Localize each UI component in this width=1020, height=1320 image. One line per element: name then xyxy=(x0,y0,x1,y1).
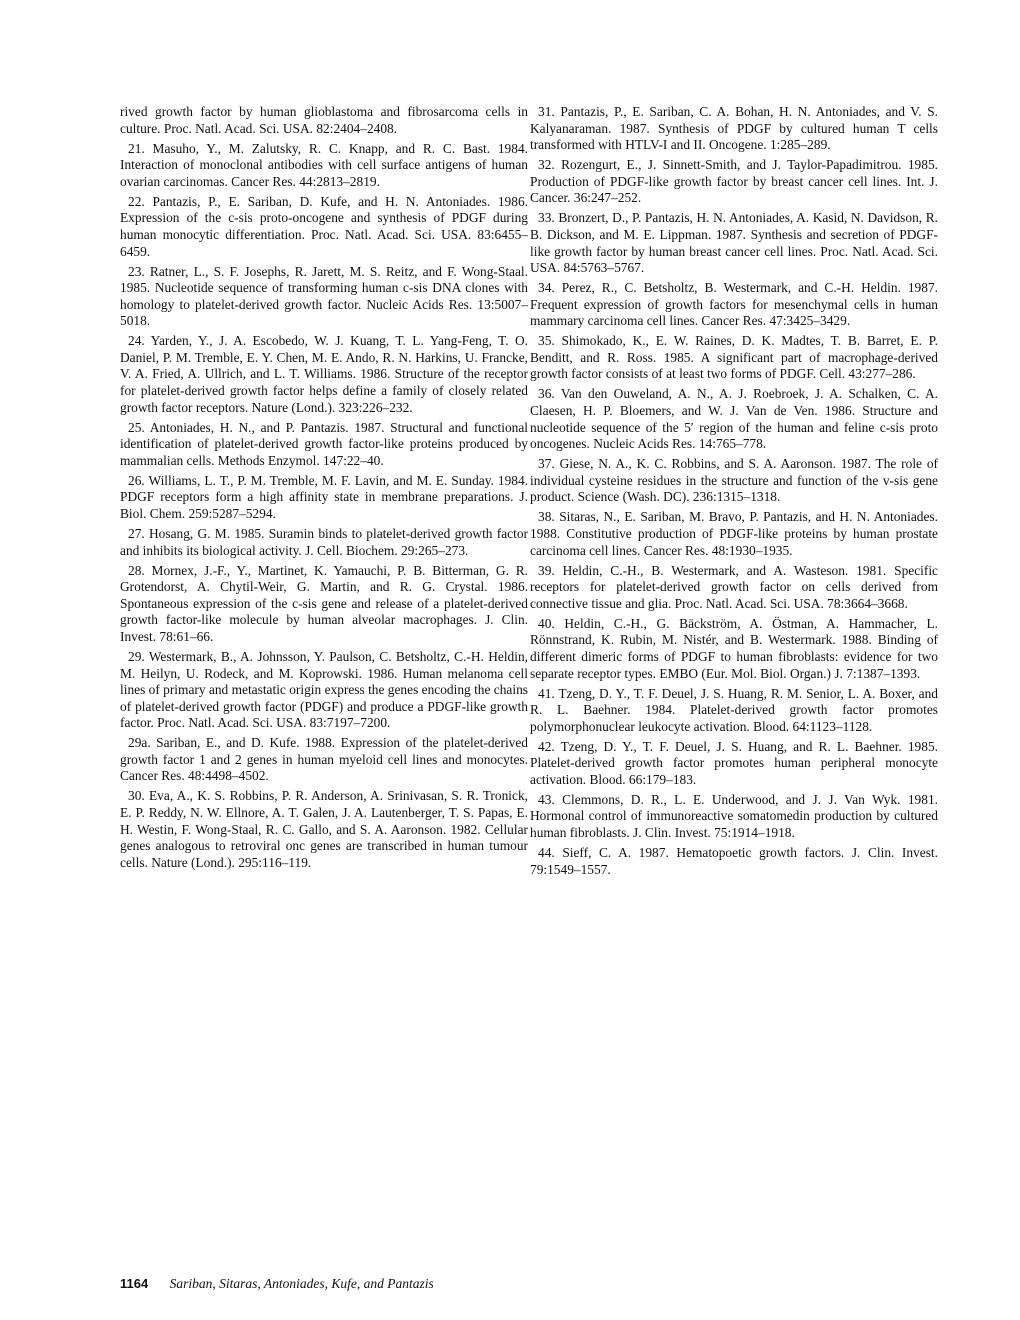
reference-item: 32. Rozengurt, E., J. Sinnett-Smith, and J. Taylor-Papadimitrou. 1985. Production of PDGF-like growth factor by breast cancer cell lines. Int. J. Cancer. 36:247–252. xyxy=(530,157,938,206)
reference-item: 44. Sieff, C. A. 1987. Hematopoetic growth factors. J. Clin. Invest. 79:1549–1557. xyxy=(530,845,938,877)
reference-item: 29a. Sariban, E., and D. Kufe. 1988. Expression of the platelet-derived growth factor 1 and 2 genes in human myeloid cell lines and monocytes. Cancer Res. 48:4498–4502. xyxy=(120,735,529,784)
reference-item: 28. Mornex, J.-F., Y., Martinet, K. Yamauchi, P. B. Bitterman, G. R. Grotendorst, A. Chytil-Weir, G. Martin, and R. G. Crystal. 1986. Spontaneous expression of the c-sis gene and release of a platelet-derived growth factor-like molecule by human alveolar macrophages. J. Clin. Invest. 78:61–66. xyxy=(120,562,528,644)
reference-item: 25. Antoniades, H. N., and P. Pantazis. 1987. Structural and functional identification of platelet-derived growth factor-like proteins produced by mammalian cells. Methods Enzymol. 147:22–40. xyxy=(120,419,529,468)
reference-item: 41. Tzeng, D. Y., T. F. Deuel, J. S. Huang, R. M. Senior, L. A. Boxer, and R. L. Baehner. 1984. Platelet-derived growth factor promotes polymorphonuclear leukocyte activation. Blood. 64:1123–1128. xyxy=(530,685,938,734)
reference-item: rived growth factor by human glioblastoma and fibrosarcoma cells in culture. Proc. Natl. Acad. Sci. USA. 82:2404–2408. xyxy=(120,104,528,136)
running-authors: Sariban, Sitaras, Antoniades, Kufe, and Pantazis xyxy=(169,1276,434,1291)
reference-item: 30. Eva, A., K. S. Robbins, P. R. Anderson, A. Srinivasan, S. R. Tronick, E. P. Reddy, N. W. Ellnore, A. T. Galen, J. A. Lautenberger, T. S. Papas, E. H. Westin, F. Wong-Staal, R. C. Gallo, and S. A. Aaronson. 1982. Cellular genes analogous to retroviral onc genes are transcribed in human tumour cells. Nature (Lond.). 295:116–119. xyxy=(120,788,528,870)
references-left-column xyxy=(120,104,528,875)
page-number: 1164 xyxy=(120,1276,149,1291)
reference-item: 38. Sitaras, N., E. Sariban, M. Bravo, P. Pantazis, and H. N. Antoniades. 1988. Constitutive production of PDGF-like proteins by human prostate carcinoma cell lines. Cancer Res. 48:1930–1935. xyxy=(530,509,938,558)
reference-item: 33. Bronzert, D., P. Pantazis, H. N. Antoniades, A. Kasid, N. Davidson, R. B. Dickson, and M. E. Lippman. 1987. Synthesis and secretion of PDGF-like growth factor by human breast cancer cell lines. Proc. Natl. Acad. Sci. USA. 84:5763–5767. xyxy=(530,210,938,276)
page-footer xyxy=(120,1276,434,1292)
reference-item: 29. Westermark, B., A. Johnsson, Y. Paulson, C. Betsholtz, C.-H. Heldin, M. Heilyn, U. Rodeck, and M. Koprowski. 1986. Human melanoma cell lines of primary and metastatic origin express the genes encoding the chains of platelet-derived growth factor (PDGF) and produce a PDGF-like growth factor. Proc. Natl. Acad. Sci. USA. 83:7197–7200. xyxy=(120,648,528,731)
reference-item: 23. Ratner, L., S. F. Josephs, R. Jarett, M. S. Reitz, and F. Wong-Staal. 1985. Nucleotide sequence of transforming human c-sis DNA clones with homology to platelet-derived growth factor. Nucleic Acids Res. 13:5007–5018. xyxy=(120,263,528,329)
references-right-column xyxy=(530,104,938,882)
reference-item: 36. Van den Ouweland, A. N., A. J. Roebroek, J. A. Schalken, C. A. Claesen, H. P. Bloemers, and W. J. Van de Ven. 1986. Structure and nucleotide sequence of the 5′ region of the human and feline c-sis proto oncogenes. Nucleic Acids Res. 14:765–778. xyxy=(530,386,938,452)
reference-item: 24. Yarden, Y., J. A. Escobedo, W. J. Kuang, T. L. Yang-Feng, T. O. Daniel, P. M. Tremble, E. Y. Chen, M. E. Ando, R. N. Harkins, U. Francke, V. A. Fried, A. Ullrich, and L. T. Williams. 1986. Structure of the receptor for platelet-derived growth factor helps define a family of closely related growth factor receptors. Nature (Lond.). 323:226–232. xyxy=(120,333,528,415)
reference-item: 22. Pantazis, P., E. Sariban, D. Kufe, and H. N. Antoniades. 1986. Expression of the c-sis proto-oncogene and synthesis of PDGF during human monocytic differentiation. Proc. Natl. Acad. Sci. USA. 83:6455–6459. xyxy=(120,193,528,259)
reference-item: 31. Pantazis, P., E. Sariban, C. A. Bohan, H. N. Antoniades, and V. S. Kalyanaraman. 1987. Synthesis of PDGF by cultured human T cells transformed with HTLV-I and II. Oncogene. 1:285–289. xyxy=(530,104,938,153)
reference-item: 21. Masuho, Y., M. Zalutsky, R. C. Knapp, and R. C. Bast. 1984. Interaction of monoclonal antibodies with cell surface antigens of human ovarian carcinomas. Cancer Res. 44:2813–2819. xyxy=(120,140,528,189)
reference-item: 34. Perez, R., C. Betsholtz, B. Westermark, and C.-H. Heldin. 1987. Frequent expression of growth factors for mesenchymal cells in human mammary carcinoma cell lines. Cancer Res. 47:3425–3429. xyxy=(530,280,938,329)
reference-item: 40. Heldin, C.-H., G. Bäckström, A. Östman, A. Hammacher, L. Rönnstrand, K. Rubin, M. Nistér, and B. Westermark. 1988. Binding of different dimeric forms of PDGF to human fibroblasts: evidence for two separate receptor types. EMBO (Eur. Mol. Biol. Organ.) J. 7:1387–1393. xyxy=(530,615,939,681)
reference-item: 37. Giese, N. A., K. C. Robbins, and S. A. Aaronson. 1987. The role of individual cysteine residues in the structure and function of the v-sis gene product. Science (Wash. DC). 236:1315–1318. xyxy=(530,456,938,505)
reference-item: 42. Tzeng, D. Y., T. F. Deuel, J. S. Huang, and R. L. Baehner. 1985. Platelet-derived growth factor promotes human peripheral monocyte activation. Blood. 66:179–183. xyxy=(530,738,938,787)
reference-item: 43. Clemmons, D. R., L. E. Underwood, and J. J. Van Wyk. 1981. Hormonal control of immunoreactive somatomedin production by cultured human fibroblasts. J. Clin. Invest. 75:1914–1918. xyxy=(530,791,938,841)
reference-item: 26. Williams, L. T., P. M. Tremble, M. F. Lavin, and M. E. Sunday. 1984. PDGF receptors form a high affinity state in membrane preparations. J. Biol. Chem. 259:5287–5294. xyxy=(120,472,528,521)
reference-item: 35. Shimokado, K., E. W. Raines, D. K. Madtes, T. B. Barret, E. P. Benditt, and R. Ross. 1985. A significant part of macrophage-derived growth factor consists of at least two forms of PDGF. Cell. 43:277–286. xyxy=(530,333,938,382)
reference-item: 39. Heldin, C.-H., B. Westermark, and A. Wasteson. 1981. Specific receptors for platelet-derived growth factor on cells derived from connective tissue and glia. Proc. Natl. Acad. Sci. USA. 78:3664–3668. xyxy=(530,562,939,611)
reference-item: 27. Hosang, G. M. 1985. Suramin binds to platelet-derived growth factor and inhibits its biological activity. J. Cell. Biochem. 29:265–273. xyxy=(120,525,528,558)
